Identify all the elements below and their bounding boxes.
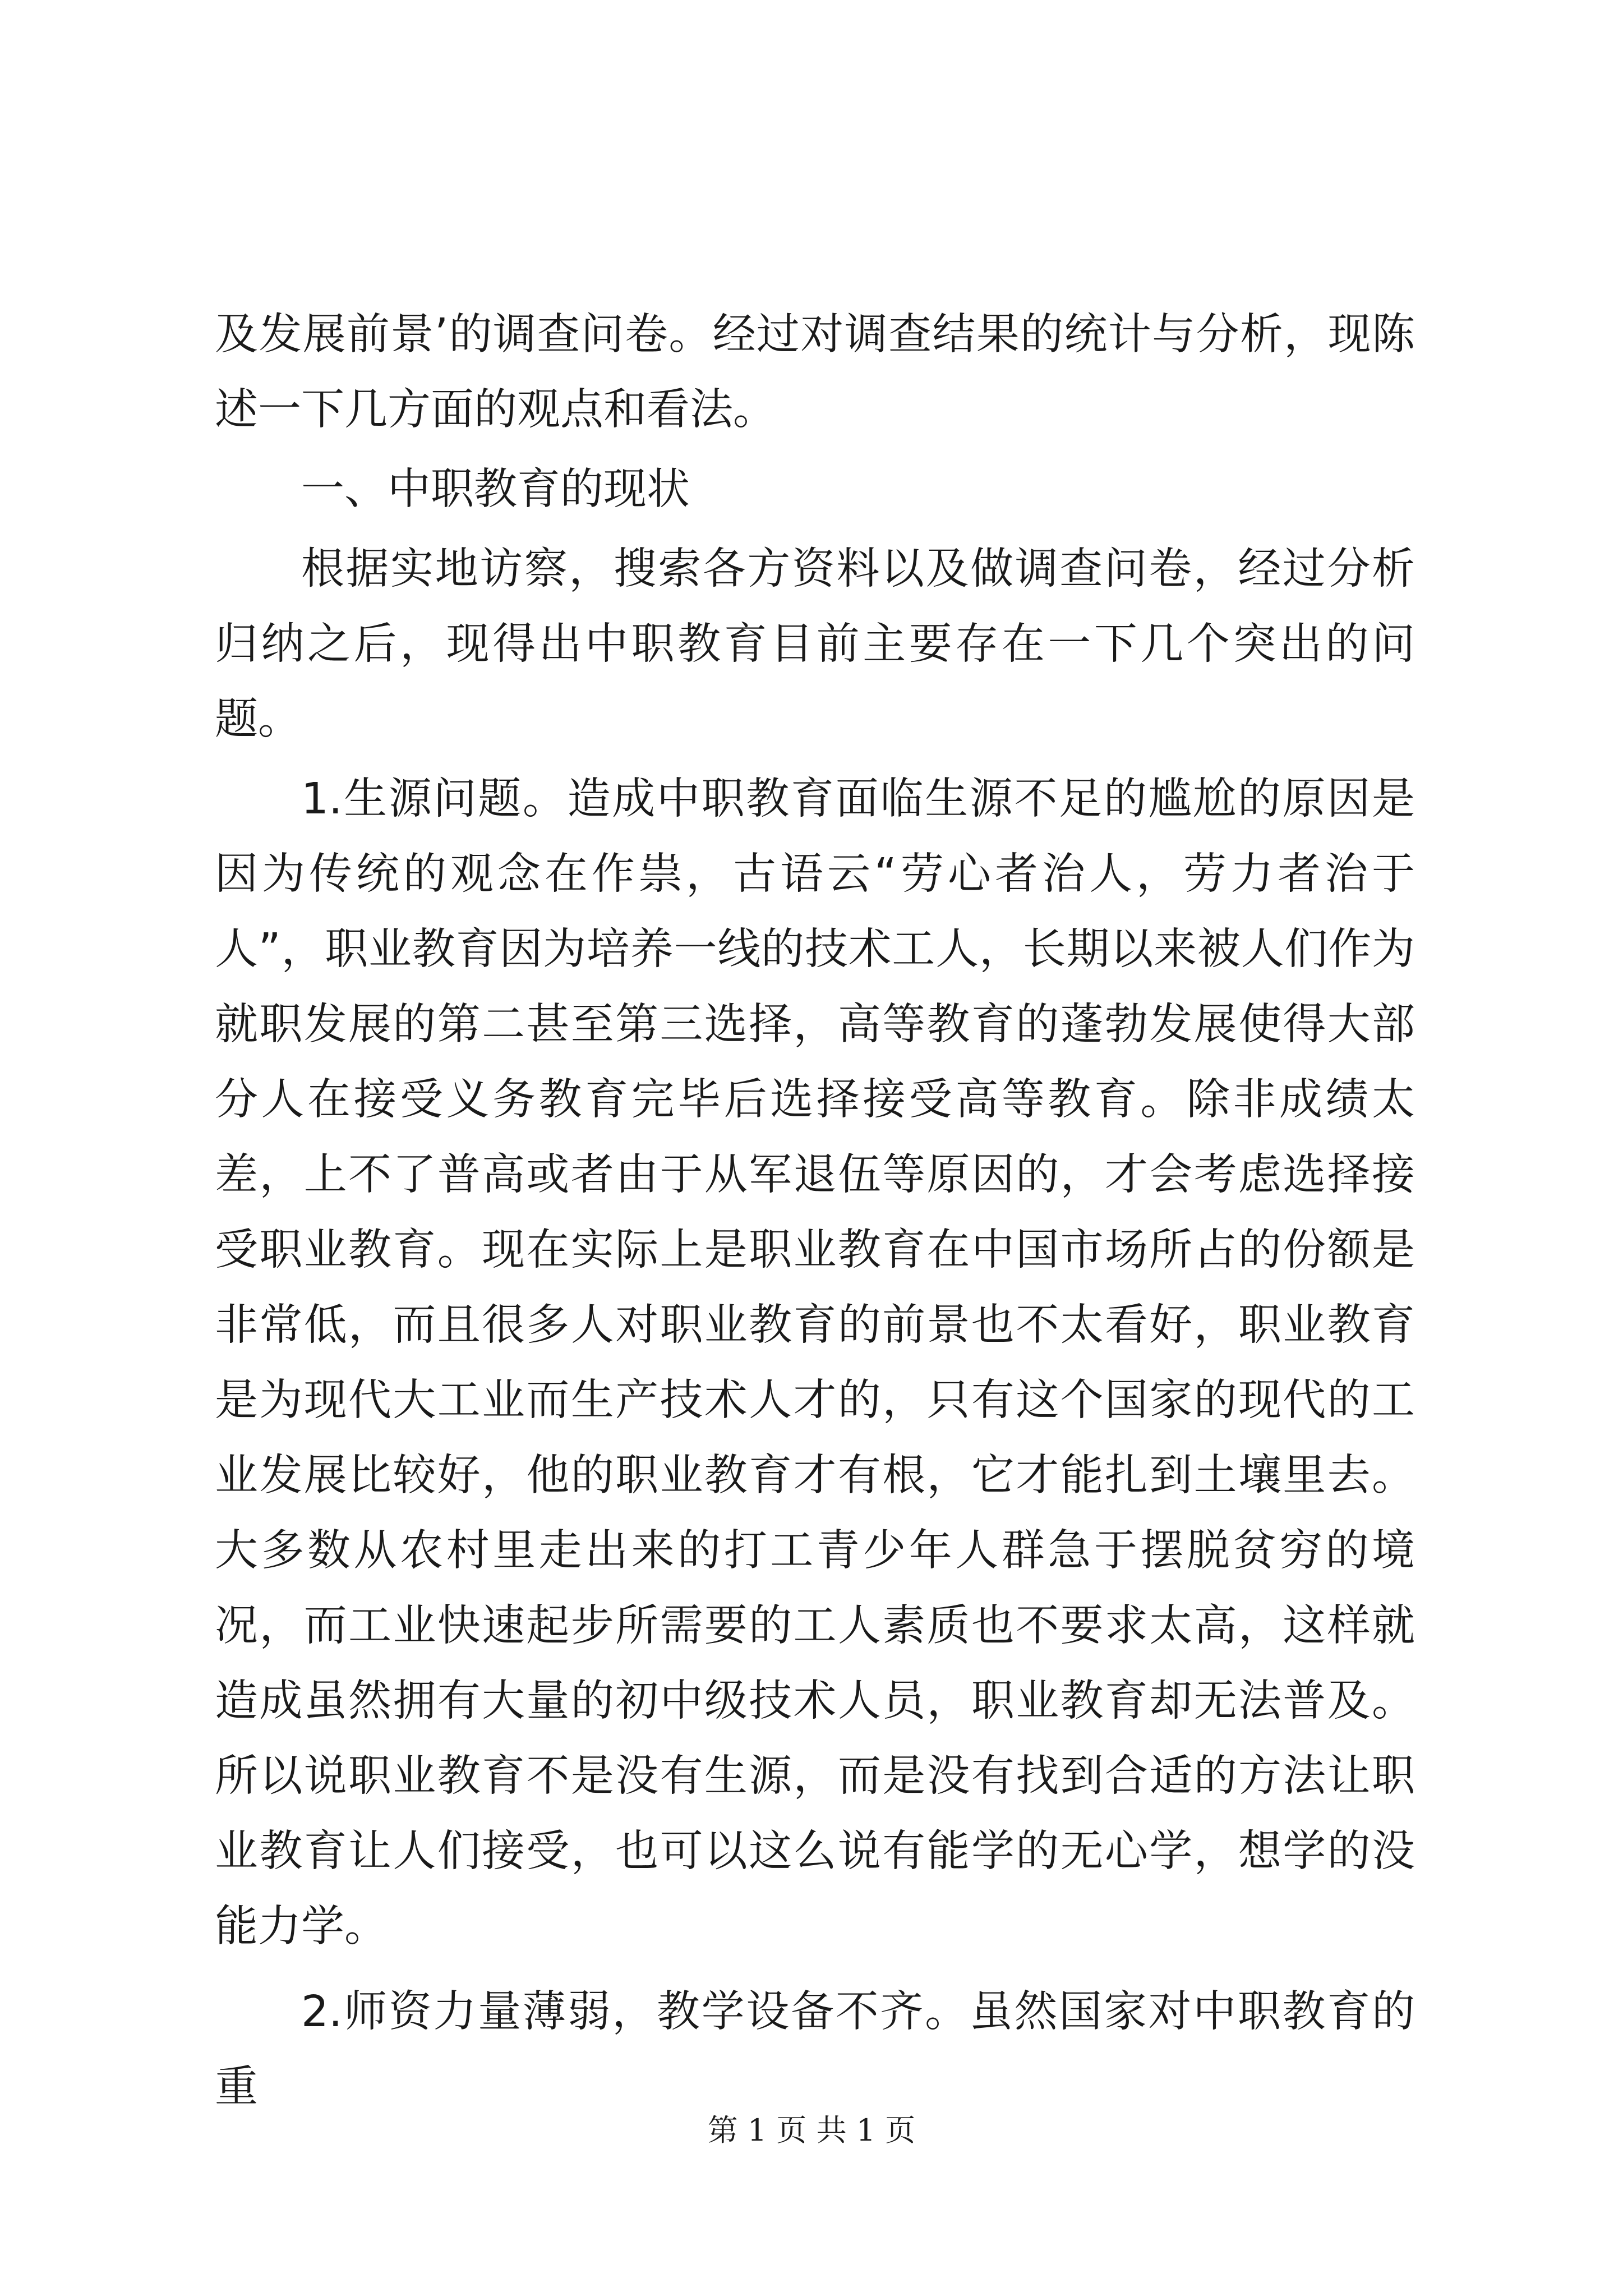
- section-heading: 一、中职教育的现状: [301, 464, 690, 514]
- paragraph-enrollment-issue: 1.生源问题。造成中职教育面临生源不足的尴尬的原因是因为传统的观念在作祟，古语云“劳心者治人，劳力者治于人”，职业教育因为培养一线的技术工人，长期以来被人们作为就职发展的第二甚至第三选择，高等教育的蓬勃发展使得大部分人在接受义务教育完毕后选择接受高等教育。除非成绩太差，上不了普高或者由于从军退伍等原因的，才会考虑选择接受职业教育。现在实际上是职业教育在中国市场所占的份额是非常低，而且很多人对职业教育的前景也不太看好，职业教育是为现代大工业而生产技术人才的，只有这个国家的现代的工业发展比较好，他的职业教育才有根，它才能扎到土壤里去。大多数从农村里走出来的打工青少年人群急于摆脱贫穷的境况，而工业快速起步所需要的工人素质也不要求太高，这样就造成虽然拥有大量的初中级技术人员，职业教育却无法普及。所以说职业教育不是没有生源，而是没有找到合适的方法让职业教育让人们接受，也可以这么说有能学的无心学，想学的没能力学。: [215, 774, 1415, 1952]
- paragraph-teaching-resources: 2.师资力量薄弱，教学设备不齐。虽然国家对中职教育的重: [215, 1987, 1415, 2112]
- paragraph-continuation: 及发展前景’的调查问卷。经过对调查结果的统计与分析，现陈述一下几方面的观点和看法。: [215, 310, 1415, 435]
- document-body: [215, 297, 1415, 2125]
- paragraph-intro: 根据实地访察，搜索各方资料以及做调查问卷，经过分析归纳之后，现得出中职教育目前主要存在一下几个突出的问题。: [215, 544, 1415, 744]
- page-footer: 第 1 页 共 1 页: [707, 2113, 916, 2148]
